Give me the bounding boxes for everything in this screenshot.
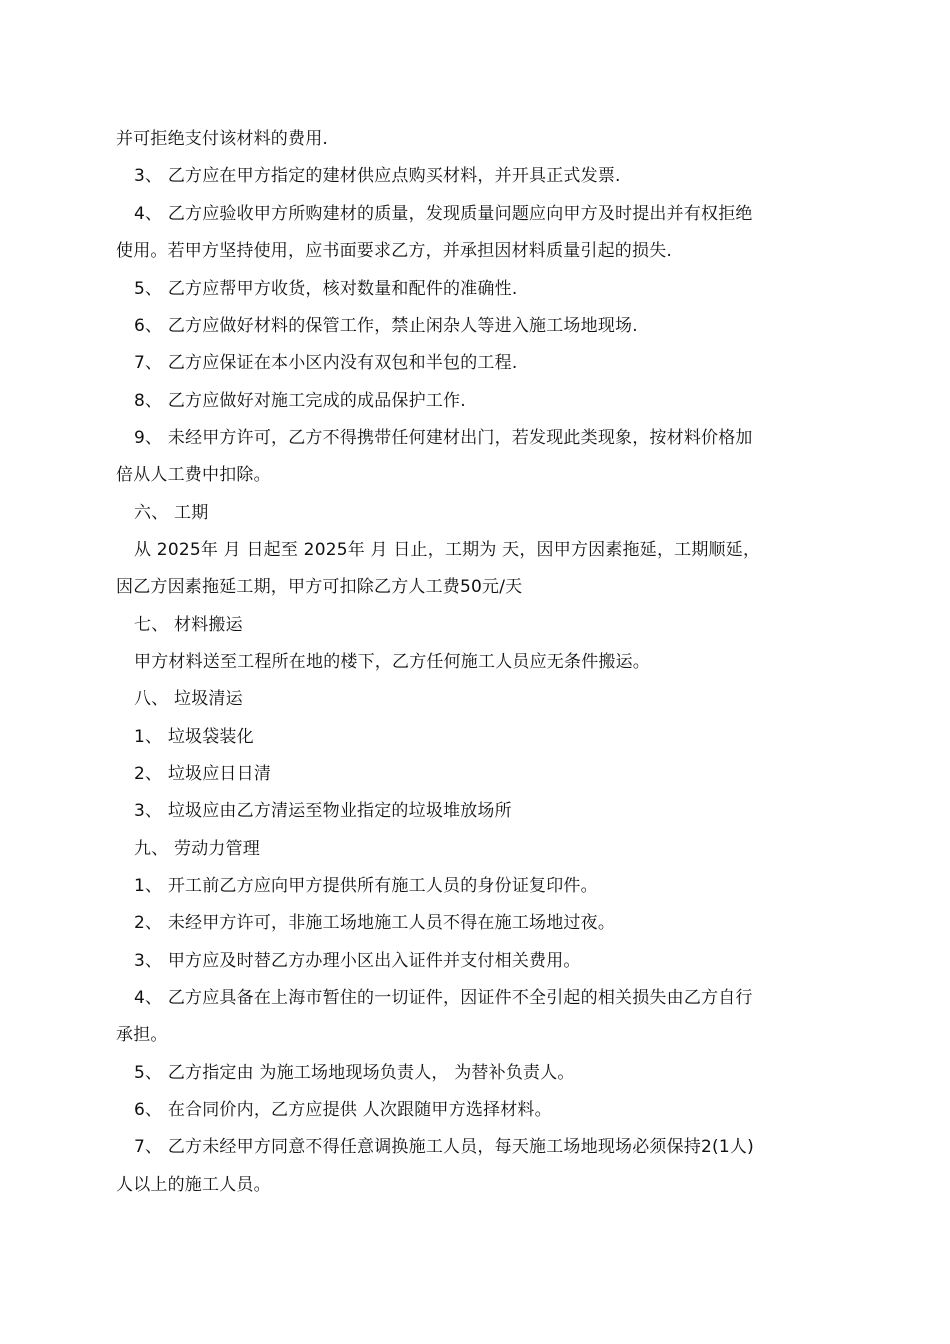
text-line: 5、 乙方指定由 为施工场地现场负责人， 为替补负责人。 xyxy=(134,1063,575,1083)
text-line: 4、 乙方应验收甲方所购建材的质量，发现质量问题应向甲方及时提出并有权拒绝 xyxy=(134,204,753,224)
section-heading: 六、 工期 xyxy=(134,503,209,523)
text-line: 1、 垃圾袋装化 xyxy=(134,727,254,747)
text-line: 3、 甲方应及时替乙方办理小区出入证件并支付相关费用。 xyxy=(134,951,581,971)
text-line: 使用。若甲方坚持使用，应书面要求乙方，并承担因材料质量引起的损失. xyxy=(116,241,673,261)
text-line: 承担。 xyxy=(116,1025,168,1045)
text-line: 4、 乙方应具备在上海市暂住的一切证件，因证件不全引起的相关损失由乙方自行 xyxy=(134,988,753,1008)
section-heading: 九、 劳动力管理 xyxy=(134,839,261,859)
text-line: 甲方材料送至工程所在地的楼下，乙方任何施工人员应无条件搬运。 xyxy=(134,652,650,672)
text-line: 3、 乙方应在甲方指定的建材供应点购买材料，并开具正式发票. xyxy=(134,166,621,186)
text-line: 6、 乙方应做好材料的保管工作，禁止闲杂人等进入施工场地现场. xyxy=(134,316,638,336)
text-line: 因乙方因素拖延工期，甲方可扣除乙方人工费50元/天 xyxy=(116,577,523,597)
text-line: 2、 未经甲方许可，非施工场地施工人员不得在施工场地过夜。 xyxy=(134,913,616,933)
text-line: 从 2025年 月 日起至 2025年 月 日止，工期为 天，因甲方因素拖延，工期顺延， xyxy=(134,540,761,560)
text-line: 人以上的施工人员。 xyxy=(116,1175,271,1195)
section-heading: 七、 材料搬运 xyxy=(134,615,243,635)
text-line: 8、 乙方应做好对施工完成的成品保护工作. xyxy=(134,391,466,411)
text-line: 7、 乙方应保证在本小区内没有双包和半包的工程. xyxy=(134,353,518,373)
text-line: 2、 垃圾应日日清 xyxy=(134,764,272,784)
text-line: 3、 垃圾应由乙方清运至物业指定的垃圾堆放场所 xyxy=(134,801,512,821)
section-heading: 八、 垃圾清运 xyxy=(134,689,243,709)
text-line: 7、 乙方未经甲方同意不得任意调换施工人员，每天施工场地现场必须保持2(1人) xyxy=(134,1137,754,1157)
text-line: 5、 乙方应帮甲方收货，核对数量和配件的准确性. xyxy=(134,279,518,299)
text-line: 9、 未经甲方许可，乙方不得携带任何建材出门，若发现此类现象，按材料价格加 xyxy=(134,428,753,448)
text-line: 6、 在合同价内，乙方应提供 人次跟随甲方选择材料。 xyxy=(134,1100,552,1120)
text-line: 1、 开工前乙方应向甲方提供所有施工人员的身份证复印件。 xyxy=(134,876,598,896)
text-line: 倍从人工费中扣除。 xyxy=(116,465,271,485)
text-line: 并可拒绝支付该材料的费用. xyxy=(116,129,329,149)
